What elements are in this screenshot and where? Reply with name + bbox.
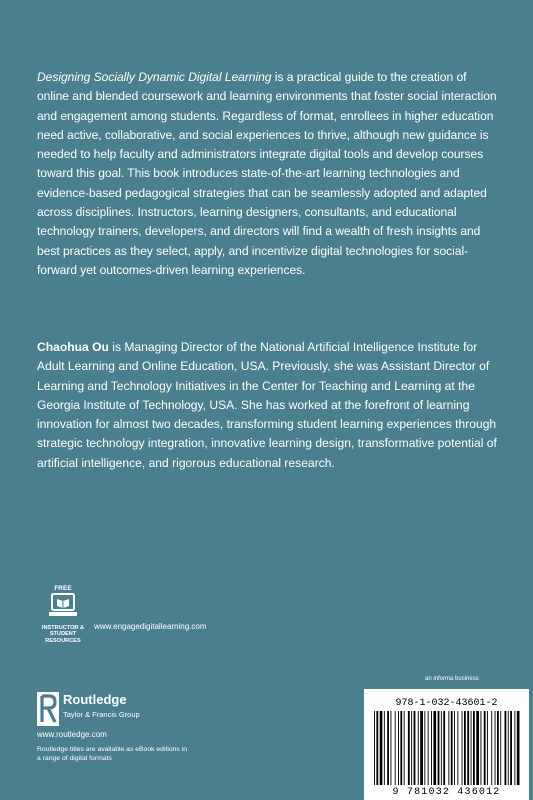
barcode-bar bbox=[500, 711, 501, 785]
description-text: is a practical guide to the creation of online and blended coursework and learning environments that foster social interaction and engagement among students. Regardless of format, enrollees in higher education need active, collaborative, and social experiences to thrive, although new guidance is needed to help faculty and administrators integrate digital tools and develop courses toward this goal. This book introduces state-of-the-art learning technologies and evidence-based pedagogical strategies that can be seamlessly adopted and adapted across disciplines. Instructors, learning designers, consultants, and educational technology trainers, developers, and directors will find a wealth of fresh insights and best practices as they select, apply, and incentivize digital technologies for social-forward yet outcomes-driven learning experiences. bbox=[37, 70, 497, 277]
barcode-bar bbox=[476, 711, 479, 785]
barcode-bar bbox=[400, 711, 402, 785]
barcode-bar bbox=[508, 711, 509, 785]
barcode-bar bbox=[514, 711, 515, 785]
barcode-bar bbox=[414, 711, 416, 785]
barcode-bar bbox=[495, 711, 496, 785]
isbn-barcode bbox=[364, 689, 529, 800]
barcode-bar bbox=[431, 711, 432, 785]
author-name: Chaohua Ou bbox=[37, 340, 109, 354]
barcode-bars bbox=[364, 689, 529, 800]
barcode-bar bbox=[411, 711, 412, 785]
barcode-bar bbox=[505, 711, 507, 785]
barcode-bar bbox=[467, 711, 469, 785]
barcode-bar bbox=[424, 711, 425, 785]
book-description bbox=[37, 68, 499, 292]
free-resources-badge bbox=[37, 585, 89, 644]
barcode-bar bbox=[395, 711, 396, 785]
barcode-bar bbox=[428, 711, 429, 785]
book-title-italic: Designing Socially Dynamic Digital Learning bbox=[37, 70, 272, 84]
isbn-label: 978-1-032-43601-2 bbox=[395, 698, 498, 709]
barcode-bar bbox=[484, 711, 486, 785]
description-paragraph bbox=[37, 68, 499, 280]
barcode-bar bbox=[481, 711, 482, 785]
resource-website: www.engagedigitallearning.com bbox=[94, 622, 207, 631]
barcode-bar bbox=[464, 711, 466, 785]
publisher-website: www.routledge.com bbox=[37, 730, 107, 739]
barcode-bar bbox=[374, 711, 375, 785]
barcode-bar bbox=[380, 711, 383, 785]
barcode-bar bbox=[491, 711, 492, 785]
barcode-bar bbox=[433, 711, 436, 785]
routledge-logo-icon bbox=[37, 692, 59, 726]
barcode-bar bbox=[408, 711, 410, 785]
laptop-book-icon bbox=[48, 593, 78, 619]
barcode-bar bbox=[418, 711, 419, 785]
ebook-note: Routledge titles are available as eBook editions in a range of digital formats bbox=[37, 746, 188, 762]
bio-paragraph bbox=[37, 338, 499, 473]
barcode-bar bbox=[438, 711, 440, 785]
badge-free-label: FREE bbox=[54, 585, 72, 592]
barcode-bar bbox=[420, 711, 423, 785]
informa-tagline: an informa business bbox=[425, 676, 479, 682]
publisher-group: Taylor & Francis Group bbox=[63, 710, 140, 719]
barcode-bar bbox=[448, 711, 449, 785]
barcode-bar bbox=[384, 711, 385, 785]
publisher-name: Routledge bbox=[63, 692, 127, 707]
barcode-bar bbox=[462, 711, 463, 785]
bio-text: is Managing Director of the National Artificial Intelligence Institute for Adult Learning and Online Education, USA. Previously, she was Assistant Director of Learning and Technology Initiatives in the Center for Teaching and Learning at the Georgia Institute of Technology, USA. She has worked at the forefront of learning innovation for almost two decades, transforming student learning experiences through strategic technology integration, innovative learning design, transformative potential of artificial intelligence, and rigorous educational research. bbox=[37, 340, 497, 470]
barcode-bar bbox=[443, 711, 445, 785]
badge-resources-label: INSTRUCTOR & STUDENT RESOURCES bbox=[41, 625, 85, 644]
isbn-digits: 9 781032 436012 bbox=[392, 787, 501, 798]
barcode-bar bbox=[510, 711, 512, 785]
barcode-bar bbox=[517, 711, 520, 785]
barcode-bar bbox=[391, 711, 392, 785]
barcode-bar bbox=[404, 711, 405, 785]
barcode-bar bbox=[441, 711, 442, 785]
barcode-bar bbox=[497, 711, 499, 785]
barcode-bar bbox=[376, 711, 378, 785]
barcode-bar bbox=[487, 711, 488, 785]
barcode-bar bbox=[398, 711, 399, 785]
barcode-bar bbox=[387, 711, 389, 785]
author-bio bbox=[37, 338, 499, 473]
barcode-bar bbox=[471, 711, 472, 785]
barcode-bar bbox=[451, 711, 453, 785]
barcode-bar bbox=[457, 711, 458, 785]
barcode-bar bbox=[454, 711, 455, 785]
barcode-bar bbox=[473, 711, 475, 785]
